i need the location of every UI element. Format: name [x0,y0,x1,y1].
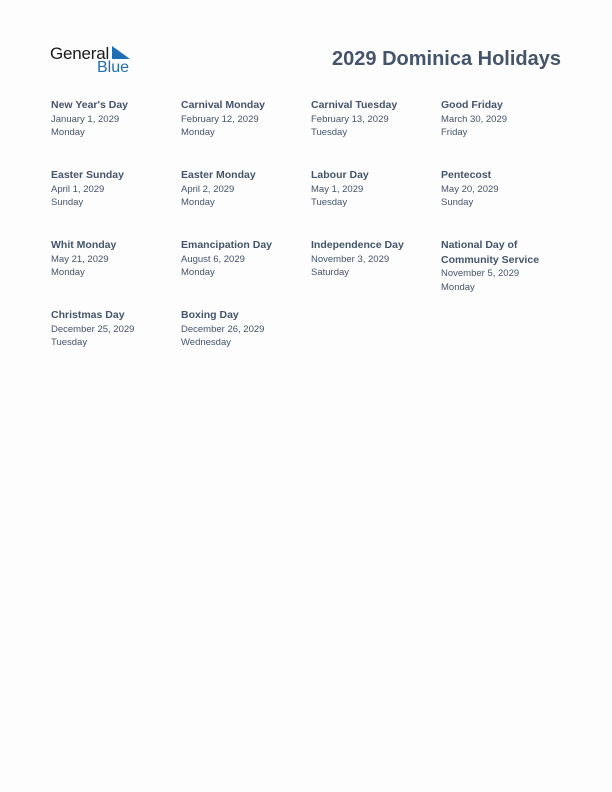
holiday-date: May 1, 2029 [311,183,364,195]
holiday-item [441,238,551,294]
generalblue-logo [50,44,134,78]
holiday-weekday: Monday [181,127,215,138]
holiday-weekday: Wednesday [181,337,231,348]
holiday-name: Easter Monday [181,169,256,181]
holiday-name: Pentecost [441,169,492,181]
holiday-date: March 30, 2029 [441,113,508,125]
holiday-date: February 12, 2029 [181,113,259,125]
holiday-date: February 13, 2029 [311,113,389,125]
holiday-item [441,98,566,140]
holiday-item [311,168,436,210]
holiday-weekday: Monday [181,197,215,208]
page-title: 2029 Dominica Holidays [332,48,561,70]
holiday-date: December 26, 2029 [181,323,265,335]
holiday-item [181,168,306,210]
holiday-weekday: Sunday [51,197,84,208]
holiday-date: April 2, 2029 [181,183,235,195]
holiday-date: December 25, 2029 [51,323,135,335]
holiday-item [181,98,306,140]
holiday-date: January 1, 2029 [51,113,120,125]
holiday-item [441,168,566,210]
holiday-name: Carnival Tuesday [311,99,398,111]
holiday-date: May 21, 2029 [51,253,109,265]
holiday-date: May 20, 2029 [441,183,499,195]
holiday-weekday: Monday [51,127,85,138]
holiday-item [51,308,176,350]
holiday-weekday: Sunday [441,197,474,208]
holiday-item [181,308,306,350]
holiday-name: Carnival Monday [181,99,266,111]
holiday-item [311,98,436,140]
holiday-name: Labour Day [311,169,369,181]
holiday-date: April 1, 2029 [51,183,105,195]
holiday-weekday: Monday [51,267,85,278]
holiday-name: Emancipation Day [181,239,273,251]
holiday-item [51,238,176,280]
holiday-weekday: Tuesday [311,197,348,208]
holiday-item [51,168,176,210]
holiday-item [311,238,436,280]
logo-word-blue: Blue [97,59,130,76]
holiday-name: Good Friday [441,99,503,111]
holiday-name: New Year's Day [51,99,129,111]
holiday-name: Whit Monday [51,239,117,251]
holiday-date: November 5, 2029 [441,268,520,279]
holiday-weekday: Tuesday [51,337,88,348]
holiday-name: National Day of Community Service [441,239,540,266]
holiday-weekday: Friday [441,127,468,138]
logo-word-general: General [50,44,110,63]
holiday-date: August 6, 2029 [181,253,245,265]
holiday-item [51,98,176,140]
holiday-name: Easter Sunday [51,169,124,181]
holiday-weekday: Monday [441,281,475,293]
holiday-item [181,238,306,280]
holiday-date: November 3, 2029 [311,253,390,265]
holiday-name: Christmas Day [51,309,125,321]
holiday-weekday: Tuesday [311,127,348,138]
holiday-weekday: Saturday [311,267,350,278]
logo-flag-icon [112,46,130,60]
holiday-name: Boxing Day [181,309,239,321]
holiday-name: Independence Day [311,239,404,251]
holiday-weekday: Monday [181,267,215,278]
